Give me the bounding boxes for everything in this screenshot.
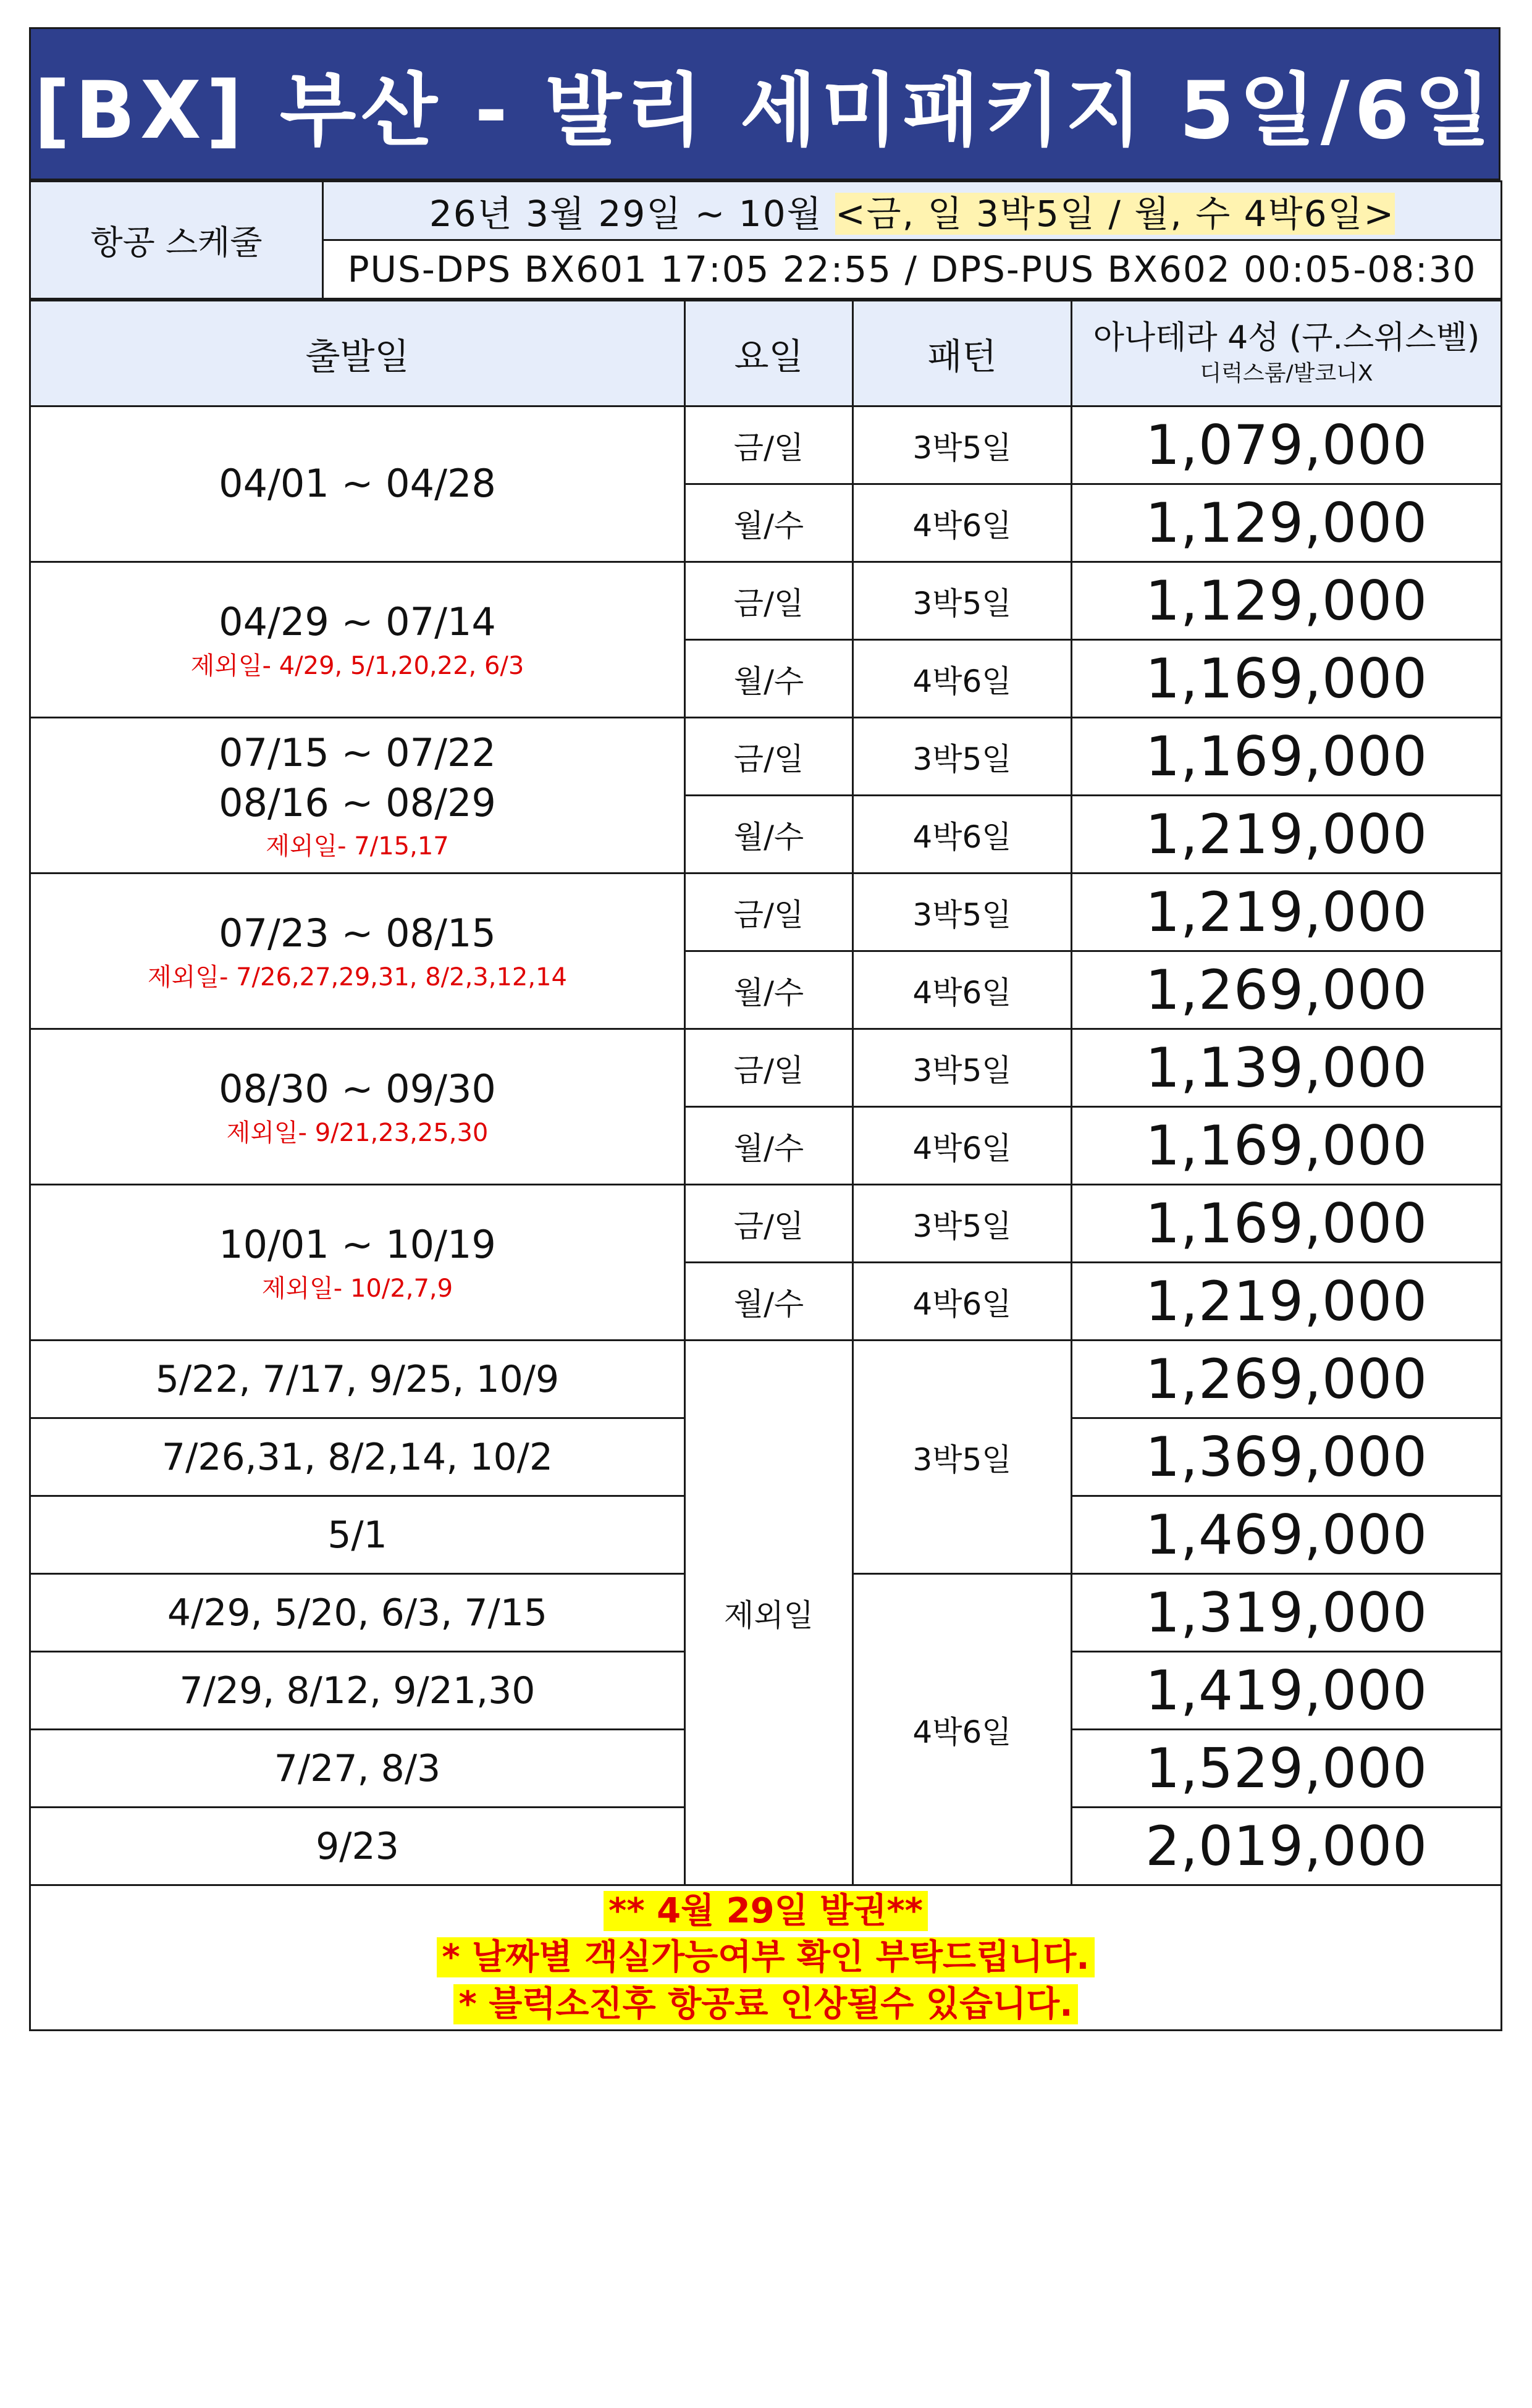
- note-airfare: * 블럭소진후 항공료 인상될수 있습니다.: [453, 1984, 1077, 2024]
- pattern-cell: 4박6일: [853, 951, 1072, 1029]
- weekday-cell: 금/일: [685, 718, 853, 796]
- weekday-cell: 금/일: [685, 1029, 853, 1107]
- price-cell: 1,219,000: [1072, 796, 1502, 874]
- note-ticketing: ** 4월 29일 발권**: [604, 1891, 928, 1931]
- price-table: [29, 300, 1502, 2031]
- price-cell: 1,369,000: [1072, 1418, 1502, 1496]
- price-cell: 2,019,000: [1072, 1808, 1502, 1885]
- exclusion-dates: 5/1: [30, 1496, 685, 1574]
- table-row: [30, 1029, 1502, 1107]
- excluded-dates: 제외일- 9/21,23,25,30: [226, 1118, 489, 1147]
- price-cell: 1,129,000: [1072, 484, 1502, 562]
- exclusion-dates: 7/29, 8/12, 9/21,30: [30, 1652, 685, 1730]
- price-cell: 1,319,000: [1072, 1574, 1502, 1652]
- exclusion-dates: 9/23: [30, 1808, 685, 1885]
- period-cell: [30, 718, 685, 874]
- period-range: 07/23 ~ 08/15: [219, 911, 496, 956]
- excluded-dates: 제외일- 7/26,27,29,31, 8/2,3,12,14: [148, 962, 567, 991]
- table-row: [30, 406, 1502, 484]
- pattern-cell: 3박5일: [853, 874, 1072, 951]
- price-cell: 1,529,000: [1072, 1730, 1502, 1808]
- period-cell: [30, 562, 685, 718]
- schedule-period: [323, 182, 1502, 240]
- schedule-table: [29, 180, 1502, 300]
- pattern-cell: 4박6일: [853, 1107, 1072, 1185]
- table-row: [30, 1185, 1502, 1263]
- period-cell: [30, 1029, 685, 1185]
- header-pattern: 패턴: [853, 301, 1072, 406]
- pattern-cell: 3박5일: [853, 406, 1072, 484]
- notes: [30, 1885, 1502, 2031]
- price-cell: 1,139,000: [1072, 1029, 1502, 1107]
- price-cell: 1,219,000: [1072, 1263, 1502, 1341]
- schedule-period-text: 26년 3월 29일 ~ 10월: [429, 193, 836, 235]
- note-availability: * 날짜별 객실가능여부 확인 부탁드립니다.: [437, 1937, 1094, 1977]
- weekday-cell: 월/수: [685, 1107, 853, 1185]
- pattern-cell: 4박6일: [853, 484, 1072, 562]
- weekday-cell: 월/수: [685, 796, 853, 874]
- pattern-cell: 3박5일: [853, 562, 1072, 640]
- pattern-cell: 3박5일: [853, 1029, 1072, 1107]
- weekday-cell: 월/수: [685, 640, 853, 718]
- exclusion-label: 제외일: [685, 1341, 853, 1885]
- exclusion-dates: 7/26,31, 8/2,14, 10/2: [30, 1418, 685, 1496]
- header-weekday: 요일: [685, 301, 853, 406]
- price-cell: 1,469,000: [1072, 1496, 1502, 1574]
- exclusion-dates: 4/29, 5/20, 6/3, 7/15: [30, 1574, 685, 1652]
- pattern-cell: 4박6일: [853, 1574, 1072, 1885]
- weekday-cell: 월/수: [685, 1263, 853, 1341]
- period-range: 10/01 ~ 10/19: [219, 1222, 496, 1268]
- price-cell: 1,169,000: [1072, 1107, 1502, 1185]
- pattern-cell: 4박6일: [853, 796, 1072, 874]
- excluded-dates: 제외일- 10/2,7,9: [261, 1274, 453, 1303]
- period-range-2: 08/16 ~ 08/29: [219, 780, 496, 825]
- price-cell: 1,169,000: [1072, 640, 1502, 718]
- header-hotel-name: 아나테라 4성 (구.스위스벨): [1093, 319, 1480, 357]
- header-departure: 출발일: [30, 301, 685, 406]
- period-cell: [30, 874, 685, 1029]
- schedule-pattern-highlight: <금, 일 3박5일 / 월, 수 4박6일>: [835, 193, 1395, 235]
- weekday-cell: 금/일: [685, 562, 853, 640]
- table-row: [30, 718, 1502, 796]
- price-sheet: [29, 27, 1500, 2031]
- weekday-cell: 월/수: [685, 484, 853, 562]
- weekday-cell: 월/수: [685, 951, 853, 1029]
- price-cell: 1,169,000: [1072, 718, 1502, 796]
- period-range: 04/29 ~ 07/14: [219, 599, 496, 645]
- price-cell: 1,129,000: [1072, 562, 1502, 640]
- period-range: 04/01 ~ 04/28: [219, 461, 496, 507]
- period-range: 08/30 ~ 09/30: [219, 1066, 496, 1112]
- weekday-cell: 금/일: [685, 406, 853, 484]
- pattern-cell: 3박5일: [853, 1185, 1072, 1263]
- exclusion-dates: 5/22, 7/17, 9/25, 10/9: [30, 1341, 685, 1418]
- period-cell: [30, 1185, 685, 1341]
- table-row: [30, 562, 1502, 640]
- schedule-label: 항공 스케줄: [30, 182, 323, 299]
- pattern-cell: 4박6일: [853, 640, 1072, 718]
- table-row: [30, 874, 1502, 951]
- weekday-cell: 금/일: [685, 1185, 853, 1263]
- price-cell: 1,219,000: [1072, 874, 1502, 951]
- header-hotel: [1072, 301, 1502, 406]
- period-cell: [30, 406, 685, 562]
- header-room-type: 디럭스룸/발코니X: [1200, 361, 1373, 387]
- flight-schedule: PUS-DPS BX601 17:05 22:55 / DPS-PUS BX602 00:05-08:30: [323, 240, 1502, 299]
- price-cell: 1,269,000: [1072, 1341, 1502, 1418]
- pattern-cell: 3박5일: [853, 718, 1072, 796]
- table-row: [30, 1341, 1502, 1418]
- page-title: [BX] 부산 - 발리 세미패키지 5일/6일: [29, 27, 1500, 180]
- price-cell: 1,169,000: [1072, 1185, 1502, 1263]
- excluded-dates: 제외일- 4/29, 5/1,20,22, 6/3: [190, 651, 524, 680]
- weekday-cell: 금/일: [685, 874, 853, 951]
- excluded-dates: 제외일- 7/15,17: [266, 832, 449, 861]
- pattern-cell: 3박5일: [853, 1341, 1072, 1574]
- price-cell: 1,079,000: [1072, 406, 1502, 484]
- period-range: 07/15 ~ 07/22: [219, 730, 496, 775]
- exclusion-dates: 7/27, 8/3: [30, 1730, 685, 1808]
- pattern-cell: 4박6일: [853, 1263, 1072, 1341]
- price-cell: 1,269,000: [1072, 951, 1502, 1029]
- price-cell: 1,419,000: [1072, 1652, 1502, 1730]
